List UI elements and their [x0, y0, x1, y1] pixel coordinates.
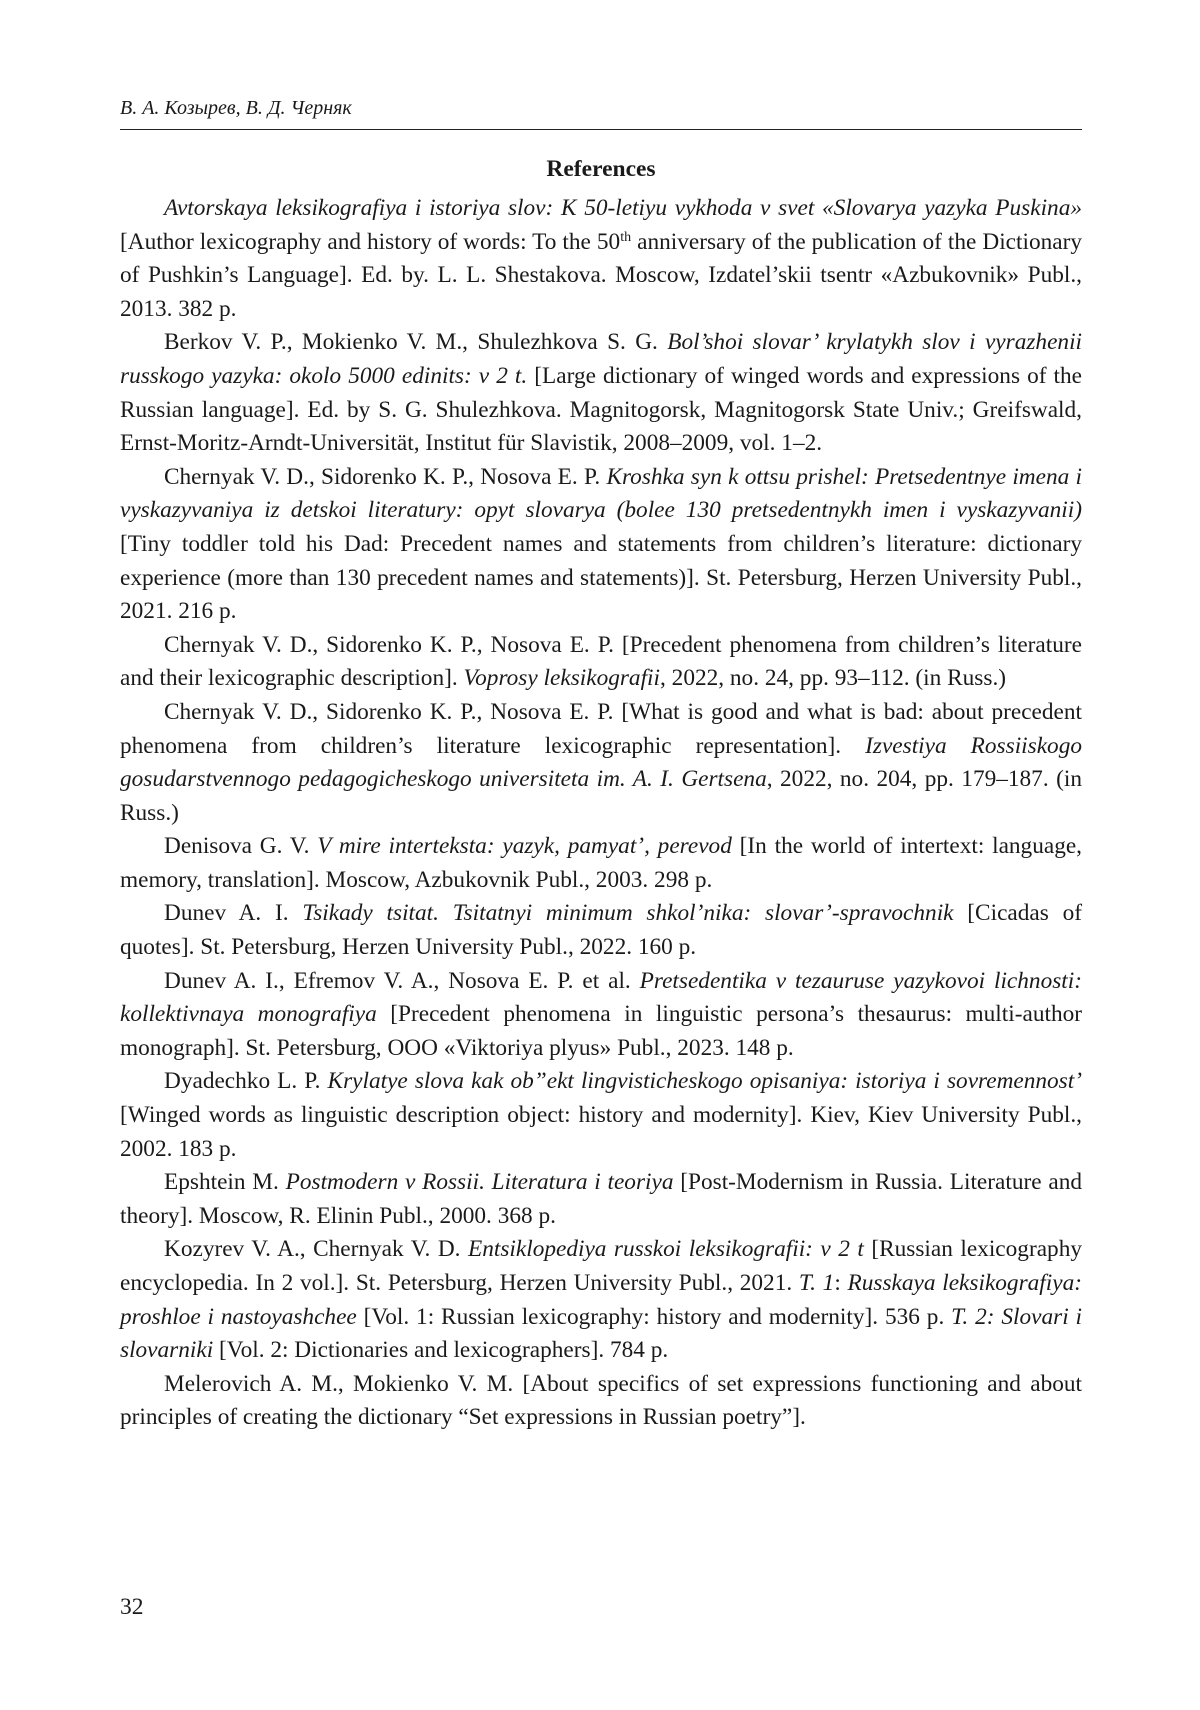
reference-title: Avtorskaya leksikografiya i istoriya slov: K 50-letiyu vykhoda v svet «Slovarya yazyka Puskina»: [164, 195, 1082, 221]
reference-entry: [120, 1065, 1082, 1166]
reference-title: Krylatye slova kak ob”ekt lingvisticheskogo opisaniya: istoriya i sovremennost’: [327, 1068, 1082, 1095]
superscript-ordinal: th: [620, 229, 632, 245]
reference-details: [In the world of intertext: language, memory, translation]. Moscow, Azbukovnik Publ., 2003. 298 p.: [120, 833, 1083, 893]
reference-details: [Large dictionary of winged words and expressions of the Russian language]. Ed. by S. G. Shulezhkova. Magnitogorsk, Magnitogorsk State Univ.; Greifswald, Ernst-Moritz-Arndt-Universität, Institut für Slavistik, 2008–2009, vol. 1–2.: [120, 362, 1083, 457]
reference-authors: Chernyak V. D., Sidorenko K. P., Nosova E. P. [What is good and what is bad: about precedent phenomena from children’s literature lexicographic representation].: [120, 698, 1082, 759]
page-number: 32: [120, 1594, 144, 1620]
reference-entry: [120, 1166, 1082, 1233]
reference-authors: Melerovich A. M., Mokienko V. M. [About specifics of set expressions functioning and about principles of creating the dictionary “Set expressions in Russian poetry”].: [120, 1370, 1082, 1431]
reference-details: [Russian lexicography encyclopedia. In 2 vol.]. St. Petersburg, Herzen University Publ., 2021.: [120, 1236, 1082, 1296]
reference-entry: [120, 1368, 1082, 1435]
reference-entry: [120, 461, 1082, 629]
reference-entry: [120, 965, 1082, 1066]
reference-title: Izvestiya Rossiiskogo gosudarstvennogo pedagogicheskogo universiteta im. A. I. Gertsena: [120, 732, 1082, 793]
reference-volume-title: T. 1: [798, 1270, 835, 1296]
reference-entry: [120, 696, 1082, 830]
reference-entry: [120, 830, 1082, 897]
reference-entry: [120, 326, 1082, 460]
reference-title: Postmodern v Rossii. Literatura i teoriya: [285, 1169, 674, 1196]
reference-title: Pretsedentika v tezauruse yazykovoi lichnosti: kollektivnaya monografiya: [120, 967, 1082, 1028]
reference-details: [Author lexicography and history of words: To the 50: [120, 228, 621, 255]
reference-title: Tsikady tsitat. Tsitatnyi minimum shkol’nika: slovar’-spravochnik: [302, 900, 954, 927]
reference-authors: Chernyak V. D., Sidorenko K. P., Nosova E. P.: [164, 463, 607, 490]
reference-details: [Vol. 1: Russian lexicography: history and modernity]. 536 p.: [356, 1303, 952, 1330]
section-title: References: [546, 156, 656, 182]
reference-authors: Epshtein M.: [164, 1169, 286, 1196]
reference-authors: Dunev A. I., Efremov V. A., Nosova E. P. et al.: [164, 967, 640, 994]
reference-details: [Tiny toddler told his Dad: Precedent names and statements from children’s literature: dictionary experience (more than 130 precedent names and statements)]. St. Petersburg, Herzen University Publ., 2021. 216 p.: [120, 530, 1082, 625]
page: [120, 96, 1082, 1435]
reference-title: Entsiklopediya russkoi leksikografii: v 2 t: [467, 1236, 864, 1263]
reference-title: Voprosy leksikografii: [463, 665, 661, 692]
reference-details: [Cicadas of quotes]. St. Petersburg, Herzen University Publ., 2022. 160 p.: [120, 900, 1082, 961]
reference-list: [120, 192, 1082, 1435]
reference-authors: Dyadechko L. P.: [164, 1068, 328, 1095]
reference-volume-title: T. 2: Slovari i slovarniki: [120, 1303, 1083, 1364]
reference-title: Kroshka syn k ottsu prishel: Pretsedentnye imena i vyskazyvaniya iz detskoi literatury: opyt slovarya (bolee 130 pretsedentnykh imen i vyskazyvanii): [120, 463, 1082, 524]
reference-entry: [120, 1233, 1082, 1367]
reference-details: , 2022, no. 24, pp. 93–112. (in Russ.): [660, 665, 1007, 692]
running-head: В. А. Козырев, В. Д. Черняк: [120, 96, 1082, 130]
reference-details: [Post-Modernism in Russia. Literature and theory]. Moscow, R. Elinin Publ., 2000. 368 p.: [120, 1169, 1082, 1229]
reference-entry: [120, 897, 1082, 964]
reference-details: [Precedent phenomena in linguistic persona’s thesaurus: multi-author monograph]. St. Petersburg, OOO «Viktoriya plyus» Publ., 2023. 148 p.: [120, 1001, 1083, 1061]
reference-authors: Denisova G. V.: [164, 833, 318, 860]
reference-authors: Dunev A. I.: [164, 900, 303, 927]
reference-entry: [120, 629, 1082, 696]
reference-details: [Vol. 2: Dictionaries and lexicographers]. 784 p.: [213, 1337, 669, 1364]
reference-title: V mire interteksta: yazyk, pamyat’, perevod: [317, 833, 732, 860]
reference-entry: [120, 192, 1082, 326]
reference-details: :: [834, 1270, 848, 1296]
reference-details: anniversary of the publication of the Dictionary of Pushkin’s Language]. Ed. by. L. L. Shestakova. Moscow, Izdatel’skii tsentr «Azbukovnik» Publ., 2013. 382 p.: [120, 228, 1082, 322]
reference-authors: Kozyrev V. A., Chernyak V. D.: [164, 1236, 468, 1263]
reference-title: Bol’shoi slovar’ krylatykh slov i vyrazhenii russkogo yazyka: okolo 5000 edinits: v 2 t.: [120, 329, 1083, 389]
reference-authors: Chernyak V. D., Sidorenko K. P., Nosova E. P. [Precedent phenomena from children’s literature and their lexicographic description].: [120, 631, 1082, 692]
reference-authors: Berkov V. P., Mokienko V. M., Shulezhkova S. G.: [164, 329, 668, 356]
reference-details: , 2022, no. 204, pp. 179–187. (in Russ.): [120, 766, 1082, 826]
reference-details: [Winged words as linguistic description object: history and modernity]. Kiev, Kiev University Publ., 2002. 183 p.: [120, 1102, 1082, 1162]
reference-volume-title: Russkaya leksikografiya: proshloe i nastoyashchee: [120, 1270, 1082, 1330]
